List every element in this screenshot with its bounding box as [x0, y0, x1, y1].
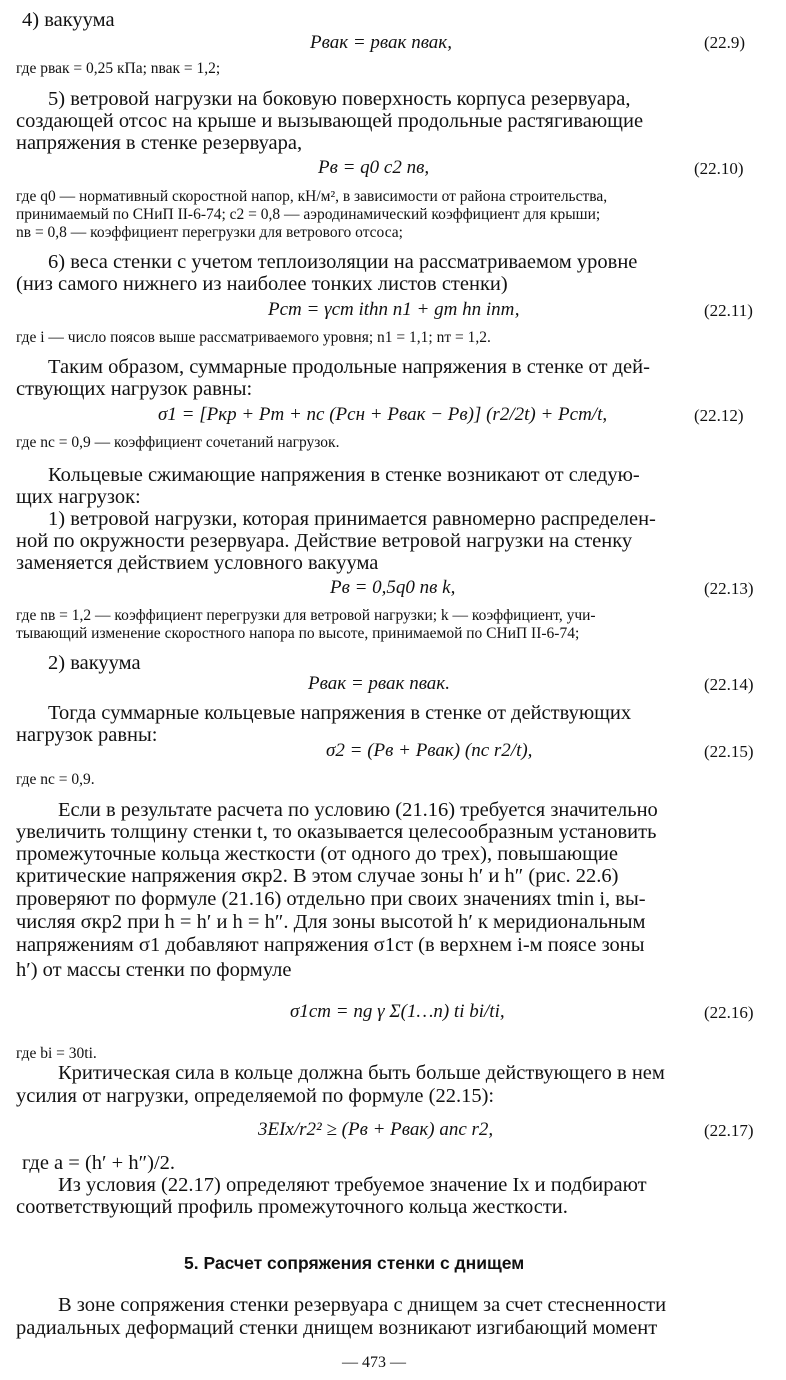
text-line: создающей отсос на крыше и вызывающей продольные растягивающие [16, 110, 644, 132]
text-line: где q0 — нормативный скоростной напор, кН/м², в зависимости от района строительства, [16, 188, 608, 205]
text-line: Таким образом, суммарные продольные напряжения в стенке от дей- [48, 356, 650, 378]
text-line: 6) веса стенки с учетом теплоизоляции на рассматриваемом уровне [48, 251, 638, 273]
text-line: промежуточные кольца жесткости (от одного до трех), повышающие [16, 843, 618, 865]
formula: σ1ст = ng γ Σ(1…n) ti bi/ti, [290, 1001, 505, 1022]
text-line: числяя σкр2 при h = h′ и h = h″. Для зоны высотой h′ к меридиональным [16, 911, 646, 933]
equation-number: (22.12) [694, 406, 744, 425]
formula: Pв = q0 c2 nв, [318, 157, 430, 178]
text-line: где bi = 30ti. [16, 1045, 97, 1062]
formula: σ1 = [Pкр + Pт + nc (Pсн + Pвак − Pв)] (r2/2t) + Pст/t, [158, 404, 608, 425]
equation-number: (22.17) [704, 1121, 754, 1140]
text-line: ствующих нагрузок равны: [16, 378, 253, 400]
text-line: где nc = 0,9 — коэффициент сочетаний нагрузок. [16, 434, 340, 451]
text-line: соответствующий профиль промежуточного кольца жесткости. [16, 1196, 568, 1218]
text-line: 5) ветровой нагрузки на боковую поверхность корпуса резервуара, [48, 88, 631, 110]
text-line: В зоне сопряжения стенки резервуара с днищем за счет стесненности [58, 1294, 667, 1316]
text-line: nв = 0,8 — коэффициент перегрузки для ветрового отсоса; [16, 224, 403, 241]
text-line: Тогда суммарные кольцевые напряжения в стенке от действующих [48, 702, 632, 724]
text-line: щих нагрузок: [16, 486, 141, 508]
text-line: радиальных деформаций стенки днищем возникают изгибающий момент [16, 1317, 658, 1339]
text-line: Если в результате расчета по условию (21.16) требуется значительно [58, 799, 658, 821]
text-line: тывающий изменение скоростного напора по высоте, принимаемой по СНиП II-6-74; [16, 625, 580, 642]
equation-number: (22.11) [704, 301, 753, 320]
formula: σ2 = (Pв + Pвак) (nc r2/t), [326, 740, 533, 761]
text-line: напряжениям σ1 добавляют напряжения σ1ст (в верхнем i-м поясе зоны [16, 934, 645, 956]
text-line: Критическая сила в кольце должна быть больше действующего в нем [58, 1062, 665, 1084]
text-line: где i — число поясов выше рассматриваемого уровня; n1 = 1,1; nт = 1,2. [16, 329, 491, 346]
text-line: h′) от массы стенки по формуле [16, 959, 292, 981]
text-line: усилия от нагрузки, определяемой по формуле (22.15): [16, 1085, 495, 1107]
text-line: критические напряжения σкр2. В этом случае зоны h′ и h″ (рис. 22.6) [16, 865, 619, 887]
equation-number: (22.14) [704, 675, 754, 694]
text-line: ной по окружности резервуара. Действие ветровой нагрузки на стенку [16, 530, 633, 552]
text-line: Кольцевые сжимающие напряжения в стенке возникают от следую- [48, 464, 640, 486]
equation-number: (22.16) [704, 1003, 754, 1022]
formula: Pвак = pвак nвак. [308, 673, 450, 694]
text-line: 2) вакуума [48, 652, 141, 674]
text-line: увеличить толщину стенки t, то оказывается целесообразным установить [16, 821, 657, 843]
text-line: где nв = 1,2 — коэффициент перегрузки для ветровой нагрузки; k — коэффициент, учи- [16, 607, 596, 624]
text-line: где nc = 0,9. [16, 771, 95, 788]
formula: Pв = 0,5q0 nв k, [330, 577, 456, 598]
text-line: где a = (h′ + h″)/2. [22, 1152, 176, 1174]
text-line: нагрузок равны: [16, 724, 158, 746]
text-line: заменяется действием условного вакуума [16, 552, 379, 574]
text-line: напряжения в стенке резервуара, [16, 132, 303, 154]
equation-number: (22.9) [704, 33, 746, 52]
text-line: проверяют по формуле (21.16) отдельно при своих значениях tmin i, вы- [16, 888, 646, 910]
text-line: Из условия (22.17) определяют требуемое значение Ix и подбирают [58, 1174, 647, 1196]
formula: 3EIx/r2² ≥ (Pв + Pвак) anc r2, [258, 1119, 494, 1140]
equation-number: (22.15) [704, 742, 754, 761]
text-line: где pвак = 0,25 кПа; nвак = 1,2; [16, 60, 221, 77]
formula: Pст = γст ithп n1 + gт hп inт, [268, 299, 520, 320]
section-heading: 5. Расчет сопряжения стенки с днищем [184, 1253, 525, 1273]
equation-number: (22.13) [704, 579, 754, 598]
text-line: 1) ветровой нагрузки, которая принимается равномерно распределен- [48, 508, 656, 530]
formula: Pвак = pвак nвак, [310, 32, 452, 53]
equation-number: (22.10) [694, 159, 744, 178]
text-line: (низ самого нижнего из наиболее тонких листов стенки) [16, 273, 508, 295]
page-number: — 473 — [342, 1354, 406, 1371]
text-line: принимаемый по СНиП II-6-74; c2 = 0,8 — аэродинамический коэффициент для крыши; [16, 206, 601, 223]
text-line: 4) вакуума [22, 9, 115, 31]
